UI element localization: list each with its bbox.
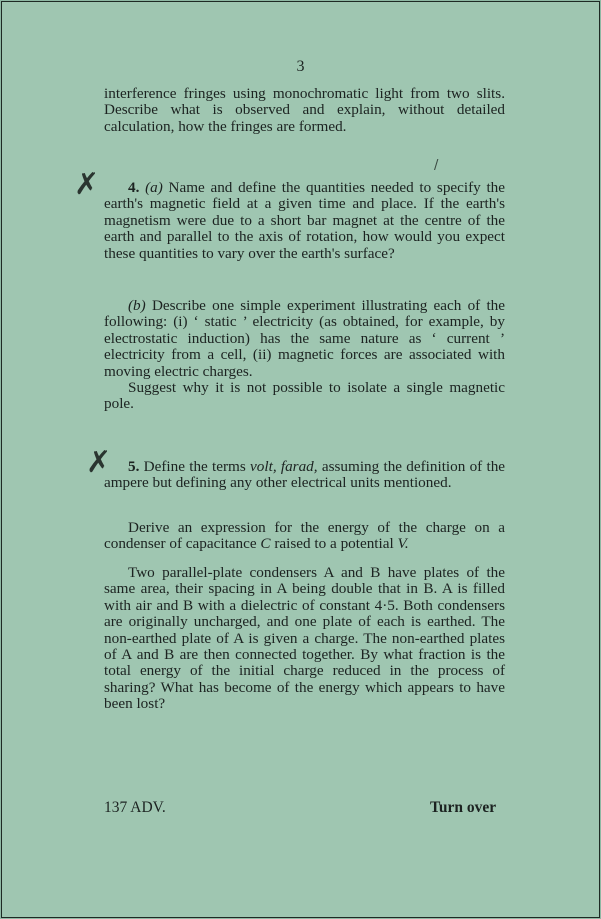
exam-page — [1, 1, 600, 918]
question-5-terms: volt, farad, — [250, 458, 318, 475]
question-5-energy-text — [104, 520, 505, 553]
question-4a — [104, 180, 505, 262]
question-4b-body: Describe one simple experiment illustrating each of the following: (i) ‘ static ’ electricity (as obtained, for example, by electrostatic induction) has the same nature as ‘ current ’ electricity from a cell, (ii) magnetic forces are associated with moving electric charges. — [104, 297, 505, 380]
q4-handwritten-cross-icon: ✗ — [74, 167, 100, 202]
question-5-p1-after: assuming the definition of the ampere but defining any other electrical units mentioned. — [104, 458, 506, 492]
question-4b-label: (b) — [128, 297, 146, 314]
question-5-part-3 — [104, 565, 505, 713]
paper-code: 137 ADV. — [104, 799, 166, 816]
question-5-condenser-problem: Two parallel-plate condensers A and B have plates of the same area, their spacing in A being double that in B. A is filled with air and B with a dielectric of constant 4·5. Both condensers are originally uncharged, and one plate of each is earthed. The non-earthed plate of A is given a charge. The non-earthed plates of A and B are then connected together. By what fraction is the total energy of the initial charge reduced in the process of sharing? What has become of the energy which appears to have been lost? — [104, 564, 505, 713]
question-5-part-1 — [104, 459, 505, 492]
question-4a-body: Name and define the quantities needed to specify the earth's magnetic field at a given time and place. If the earth's magnetism were due to a short bar magnet at the centre of the earth and parallel to the axis of rotation, how would you expect these quantities to vary over the earth's surface? — [104, 179, 506, 262]
pencil-tick-mark: / — [434, 158, 439, 173]
question-5-p2-before: Derive an expression for the energy of the charge on a condenser of capacitance — [104, 519, 505, 553]
capacitance-symbol: C — [260, 535, 271, 553]
question-4b — [104, 298, 505, 413]
q5-handwritten-cross-icon: ✗ — [86, 445, 112, 480]
question-5-number: 5. — [128, 458, 140, 475]
question-4a-label: (a) — [145, 179, 163, 196]
intro-text: interference fringes using monochromatic light from two slits. Describe what is observed and explain, without detailed calculation, how the fringes are formed. — [104, 85, 505, 135]
page-number: 3 — [296, 58, 305, 75]
question-5-p1-before: Define the terms — [143, 458, 246, 475]
question-5-definition-text — [104, 459, 505, 492]
question-4-number: 4. — [128, 179, 140, 196]
question-4a-text — [104, 180, 505, 262]
question-4b-text-2: Suggest why it is not possible to isolate a single magnetic pole. — [104, 379, 505, 413]
question-4b-text — [104, 298, 505, 380]
potential-symbol: V. — [397, 535, 409, 553]
question-5-p2-mid: raised to a potential — [274, 535, 394, 553]
question-5-part-2 — [104, 520, 505, 553]
turn-over-label: Turn over — [430, 799, 497, 816]
intro-paragraph — [104, 86, 505, 135]
